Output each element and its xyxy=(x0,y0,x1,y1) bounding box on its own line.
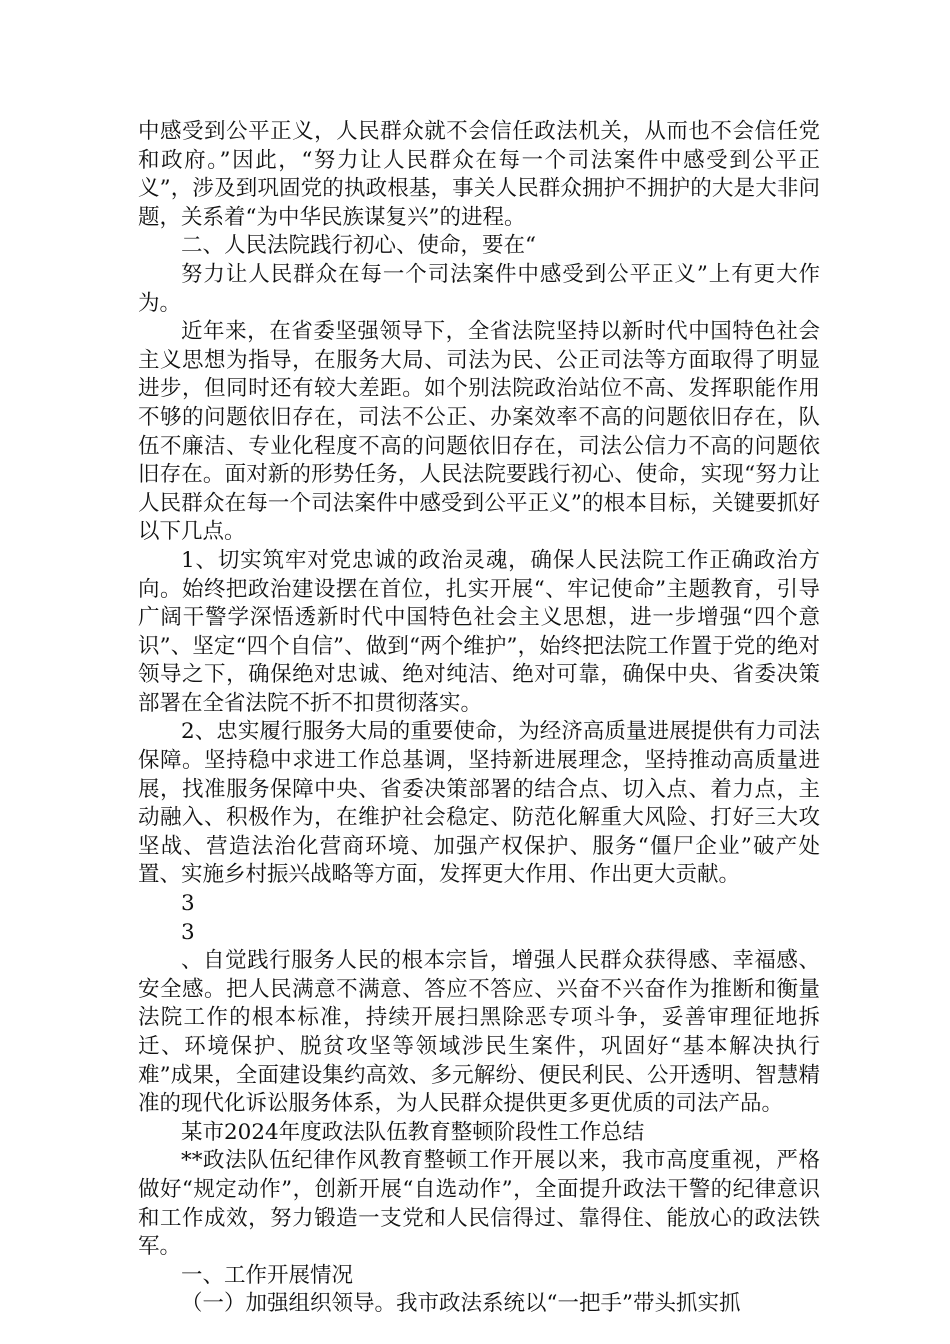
paragraph-intro: **政法队伍纪律作风教育整顿工作开展以来，我市高度重视，严格做好“规定动作”，创新开展“自选动作”，全面提升政法干警的纪律意识和工作成效，努力锻造一支党和人民信得过、靠得住、能放心的政法铁军。 xyxy=(138,1148,820,1260)
paragraph-point-2: 2、忠实履行服务大局的重要使命，为经济高质量进展提供有力司法保障。坚持稳中求进工作总基调，坚持新进展理念，坚持推动高质量进展，找准服务保障中央、省委决策部署的结合点、切入点、着力点，主动融入、积极作为，在维护社会稳定、防范化解重大风险、打好三大攻坚战、营造法治化营商环境、加强产权保护、服务“僵尸企业”破产处置、实施乡村振兴战略等方面，发挥更大作用、作出更大贡献。 xyxy=(138,719,820,888)
point-number-3a: 3 xyxy=(181,891,195,917)
paragraph-point-3: 、自觉践行服务人民的根本宗旨，增强人民群众获得感、幸福感、安全感。把人民满意不满意、答应不答应、兴奋不兴奋作为推断和衡量法院工作的根本标准，持续开展扫黑除恶专项斗争，妥善审理征地拆迁、环境保护、脱贫攻坚等领域涉民生案件，巩固好“基本解决执行难”成果，全面建设集约高效、多元解纷、便民利民、公开透明、智慧精准的现代化诉讼服务体系，为人民群众提供更多更优质的司法产品。 xyxy=(138,948,820,1117)
paragraph-point-1: 1、切实筑牢对党忠诚的政治灵魂，确保人民法院工作正确政治方向。始终把政治建设摆在首位，扎实开展“、牢记使命”主题教育，引导广阔干警学深悟透新时代中国特色社会主义思想，进一步增强“四个意识”、坚定“四个自信”、做到“两个维护”，始终把法院工作置于党的绝对领导之下，确保绝对忠诚、绝对纯洁、绝对可靠，确保中央、省委决策部署在全省法院不折不扣贯彻落实。 xyxy=(138,547,820,716)
document-subtitle: 某市2024年度政法队伍教育整顿阶段性工作总结 xyxy=(181,1119,645,1145)
paragraph-organization: （一）加强组织领导。我市政法系统以“一把手”带头抓实抓 xyxy=(181,1291,741,1317)
point-number-3b: 3 xyxy=(181,919,195,945)
section-heading-work-status: 一、工作开展情况 xyxy=(181,1262,354,1288)
paragraph-1: 中感受到公平正义，人民群众就不会信任政法机关，从而也不会信任党和政府。”因此，“努力让人民群众在每一个司法案件中感受到公平正义”，涉及到巩固党的执政根基，事关人民群众拥护不拥护的大是大非问题，关系着“为中华民族谋复兴”的进程。 xyxy=(138,119,820,230)
section-heading-2-part2: 努力让人民群众在每一个司法案件中感受到公平正义”上有更大作为。 xyxy=(138,261,820,316)
paragraph-recent-years: 近年来，在省委坚强领导下，全省法院坚持以新时代中国特色社会主义思想为指导，在服务大局、司法为民、公正司法等方面取得了明显进步，但同时还有较大差距。如个别法院政治站位不高、发挥职能作用不够的问题依旧存在，司法不公正、办案效率不高的问题依旧存在，队伍不廉洁、专业化程度不高的问题依旧存在，司法公信力不高的问题依旧存在。面对新的形势任务，人民法院要践行初心、使命，实现“努力让人民群众在每一个司法案件中感受到公平正义”的根本目标，关键要抓好以下几点。 xyxy=(138,319,820,545)
document-body xyxy=(138,118,820,1319)
section-heading-2-part1: 二、人民法院践行初心、使命，要在“ xyxy=(181,233,536,259)
